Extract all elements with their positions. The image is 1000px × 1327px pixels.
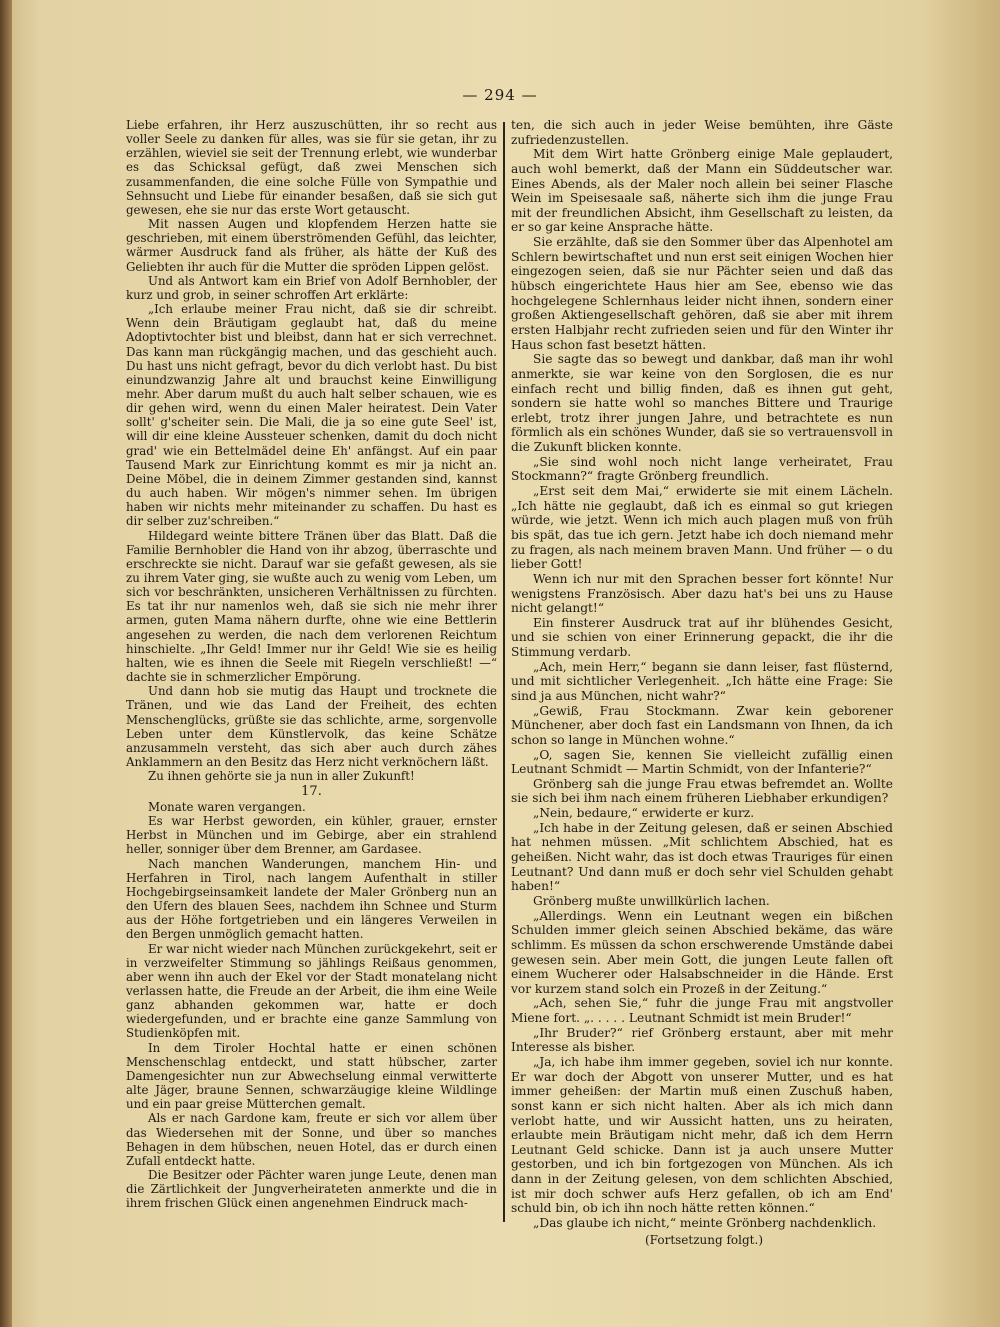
paragraph: „Das glaube ich nicht,“ meinte Grönberg nachdenklich. <box>533 1216 877 1231</box>
paragraph: Und als Antwort kam ein Brief von Adolf Bernhobler, der kurz und grob, in seiner schroffen Art erklärte: <box>126 273 497 302</box>
paragraph: „Sie sind wohl noch nicht lange verheiratet, Frau Stockmann?“ fragte Grönberg freundlich. <box>511 454 893 484</box>
left-column <box>126 118 497 1210</box>
paragraph: Die Besitzer oder Pächter waren junge Leute, denen man die Zärtlichkeit der Jungverheirateten anmerkte und die in ihrem frischen Glück einen angenehmen Eindruck mach- <box>126 1168 497 1211</box>
paragraph: Grönberg mußte unwillkürlich lachen. <box>533 893 770 908</box>
page-number: — 294 — <box>462 86 538 104</box>
paragraph: „Ich habe in der Zeitung gelesen, daß er seinen Abschied hat nehmen müssen. „Mit schlichtem Abschied, hat es geheißen. Nicht wahr, das ist doch etwas Trauriges für einen Leutnant? Und dann muß er doch sehr viel Schulden gehabt haben!“ <box>511 820 893 894</box>
continuation-note: (Fortsetzung folgt.) <box>645 1232 763 1247</box>
paragraph: Liebe erfahren, ihr Herz auszuschütten, ihr so recht aus voller Seele zu danken für alles, was sie für sie getan, ihr zu erzählen, wieviel sie seit der Trennung erlebt, wie wunderbar es das Schicksal gefügt, daß zwei Menschen sich zusammenfanden, die eine solche Fülle von Sympathie und Sehnsucht und Liebe für einander besaßen, daß sie sich gut gewesen, ehe sie nur das erste Wort getauscht. <box>126 118 497 217</box>
paragraph: Mit dem Wirt hatte Grönberg einige Male geplaudert, auch wohl bemerkt, daß der Mann ein Süddeutscher war. Eines Abends, als der Maler noch allein bei seiner Flasche Wein im Speisesaale saß, näherte sich ihm die junge Frau mit der freundlichen Absicht, ihm Gesellschaft zu leisten, da er so gar keine Ansprache hätte. <box>511 147 893 235</box>
paragraph: „Ja, ich habe ihm immer gegeben, soviel ich nur konnte. Er war doch der Abgott von unserer Mutter, und es hat immer geheißen: der Martin muß einen Zuschuß haben, sonst kann er sich nicht halten. Aber als ich mich dann verlobt hatte, und wir Aussicht hatten, uns zu heiraten, erlaubte mein Bräutigam nicht mehr, daß ich dem Herrn Leutnant Geld schicke. Dann ist ja auch unsere Mutter gestorben, und ich bin fortgezogen von München. Als ich dann in der Zeitung gelesen, von dem schlichten Abschied, ist mir doch schwer aufs Herz gefallen, ob ich am End' schuld bin, ob ich ihn noch hätte retten können.“ <box>511 1055 893 1216</box>
paragraph: Monate waren vergangen. <box>148 799 306 814</box>
book-binding-edge <box>0 0 12 1327</box>
paragraph: Als er nach Gardone kam, freute er sich vor allem über das Wiedersehen mit der Sonne, und über so manches Behagen in dem hübschen, neuen Hotel, das er durch einen Zufall entdeckt hatte. <box>126 1111 497 1168</box>
right-column <box>511 118 893 1252</box>
paragraph: Zu ihnen gehörte sie ja nun in aller Zukunft! <box>148 769 415 784</box>
paragraph: „Ihr Bruder?“ rief Grönberg erstaunt, aber mit mehr Interesse als bisher. <box>511 1025 893 1055</box>
paragraph: Nach manchen Wanderungen, manchem Hin- und Herfahren in Tirol, nach langem Aufenthalt in stiller Hochgebirgseinsamkeit landete der Maler Grönberg nun an den Ufern des blauen Sees, nachdem ihn Schnee und Sturm aus der Höhe fortgetrieben und ein längeres Verweilen in den Bergen unmöglich gemacht hatten. <box>126 856 497 942</box>
paragraph: Sie erzählte, daß sie den Sommer über das Alpenhotel am Schlern bewirtschaftet und nun erst seit einigen Wochen hier eingezogen seien, daß sie nur Pächter seien und daß das hübsch eingerichtete Haus hier am See, ebenso wie das hochgelegene Schlernhaus leider nicht ihnen, sondern einer großen Aktiengesellschaft gehören, daß sie aber mit ihrem ersten Halbjahr recht zufrieden seien und für den Winter ihr Haus schon fast besetzt hätten. <box>511 235 893 352</box>
paragraph: Und dann hob sie mutig das Haupt und trocknete die Tränen, und wie das Land der Freiheit, des echten Menschenglücks, grüßte sie das schlichte, arme, sorgenvolle Leben unter dem Künstlervolk, das keine Schätze anzusammeln versteht, das sich aber auch durch zähes Anklammern an den Besitz das Herz nicht verknöchern läßt. <box>126 684 497 770</box>
chapter-heading: 17. <box>301 784 322 800</box>
paragraph: Hildegard weinte bittere Tränen über das Blatt. Daß die Familie Bernhobler die Hand von ihr abzog, überraschte und erschreckte sie nicht. Darauf war sie gefaßt gewesen, als sie zu ihrem Vater ging, sie wußte auch zu wenig vom Leben, um sich vor beschränkten, unsicheren Verhältnissen zu fürchten. Es tat ihr nur namenlos weh, daß sie sich nie mehr ihrer armen, guten Mama nähern durfte, ohne wie eine Bettlerin angesehen zu werden, die nach dem verlorenen Reichtum hinschielte. „Ihr Geld! Immer nur ihr Geld! Wie sie es heilig halten, wie es ihnen die Seele mit Riegeln verschließt! —“ dachte sie in schmerzlicher Empörung. <box>126 528 497 685</box>
paragraph: Grönberg sah die junge Frau etwas befremdet an. Wollte sie sich bei ihm nach einem früheren Liebhaber erkundigen? <box>511 776 893 806</box>
paragraph: „Ach, sehen Sie,“ fuhr die junge Frau mit angstvoller Miene fort. „. . . . . Leutnant Schmidt ist mein Bruder!“ <box>511 996 893 1026</box>
paragraph: ten, die sich auch in jeder Weise bemühten, ihre Gäste zufriedenzustellen. <box>511 118 893 147</box>
paragraph: „Ach, mein Herr,“ begann sie dann leiser, fast flüsternd, und mit sichtlicher Verlegenheit. „Ich hätte eine Frage: Sie sind ja aus München, nicht wahr?“ <box>511 659 893 703</box>
paragraph: „Allerdings. Wenn ein Leutnant wegen ein bißchen Schulden immer gleich seinen Abschied bekäme, das wäre schlimm. Es müssen da schon erschwerende Umstände dabei gewesen sein. Aber mein Gott, die jungen Leute fallen oft einem Wucherer oder Halsabschneider in die Hände. Erst vor kurzem stand solch ein Prozeß in der Zeitung.“ <box>511 908 893 996</box>
paragraph: Es war Herbst geworden, ein kühler, grauer, ernster Herbst in München und im Gebirge, aber ein strahlend heller, sonniger über dem Brenner, am Gardasee. <box>126 814 497 857</box>
paragraph: In dem Tiroler Hochtal hatte er einen schönen Menschenschlag entdeckt, und statt hübscher, zarter Damengesichter nun zur Abwechselung einmal verwitterte alte Jäger, braune Sennen, schwarzäugige kleine Wildlinge und ein paar greise Mütterchen gemalt. <box>126 1040 497 1112</box>
paragraph: Mit nassen Augen und klopfendem Herzen hatte sie geschrieben, mit einem überströmenden Gefühl, das leichter, wärmer Ausdruck fand als früher, als hätte der Kuß des Geliebten ihr auch für die Mutter die spröden Lippen gelöst. <box>126 217 497 274</box>
paragraph: Ein finsterer Ausdruck trat auf ihr blühendes Gesicht, und sie schien von einer Erinnerung gepackt, die ihr die Stimmung verdarb. <box>511 615 893 660</box>
paragraph: Er war nicht wieder nach München zurückgekehrt, seit er in verzweifelter Stimmung so jählings Reißaus genommen, aber wenn ihn auch der Ekel vor der Stadt monatelang nicht verlassen hatte, die Freude an der Arbeit, die ihm eine Weile ganz abhanden gekommen war, hatte er doch wiedergefunden, und er brachte eine ganze Sammlung von Studienköpfen mit. <box>126 941 497 1041</box>
paragraph: „Gewiß, Frau Stockmann. Zwar kein geborener Münchener, aber doch fast ein Landsmann von Ihnen, da ich schon so lange in München wohne.“ <box>511 703 893 747</box>
paragraph: „Erst seit dem Mai,“ erwiderte sie mit einem Lächeln. „Ich hätte nie geglaubt, daß ich es einmal so gut kriegen würde, wie jetzt. Wenn ich mich auch plagen muß von früh bis spät, das tue ich gern. Jetzt habe ich doch niemand mehr zu fragen, als nach meinem braven Mann. Und früher — o du lieber Gott! <box>511 484 893 572</box>
paragraph: Wenn ich nur mit den Sprachen besser fort könnte! Nur wenigstens Französisch. Aber dazu hat's bei uns zu Hause nicht gelangt!“ <box>511 571 893 616</box>
paragraph: „Nein, bedaure,“ erwiderte er kurz. <box>533 806 755 821</box>
paragraph: „O, sagen Sie, kennen Sie vielleicht zufällig einen Leutnant Schmidt — Martin Schmidt, von der Infanterie?“ <box>511 747 893 777</box>
paragraph: „Ich erlaube meiner Frau nicht, daß sie dir schreibt. Wenn dein Bräutigam geglaubt hat, daß du meine Adoptivtochter bist und bleibst, dann hat er sich verrechnet. Das kann man rückgängig machen, und das geschieht auch. Du hast uns nicht gefragt, bevor du dich verlobt hast. Du bist einundzwanzig Jahre alt und brauchst keine Einwilligung mehr. Aber darum mußt du auch halt selber schauen, wie es dir gehen wird, wenn du einen Maler heiratest. Dein Vater sollt' g'scheiter sein. Die Mali, die ja so eine gute Seel' ist, will dir eine kleine Aussteuer schenken, damit du doch nicht grad' wie ein Bettelmädel deine Eh' anfängst. Auf ein paar Tausend Mark zur Einrichtung kommt es mir ja nicht an. Deine Möbel, die in deinem Zimmer gestanden sind, kannst du auch haben. Wir mögen's nimmer sehen. Im übrigen haben wir nichts mehr miteinander zu schaffen. Du hast es dir selber zuz'schreiben.“ <box>126 302 497 529</box>
paragraph: Sie sagte das so bewegt und dankbar, daß man ihr wohl anmerkte, sie war keine von den Sorglosen, die es nur einfach recht und billig finden, daß es ihnen gut geht, sondern sie hatte wohl so manches Bittere und Traurige erlebt, trotz ihrer jungen Jahre, und betrachtete es nun förmlich als ein schönes Wunder, daß sie so vertrauensvoll in die Zukunft blicken konnte. <box>511 352 893 455</box>
column-divider <box>503 122 505 1222</box>
